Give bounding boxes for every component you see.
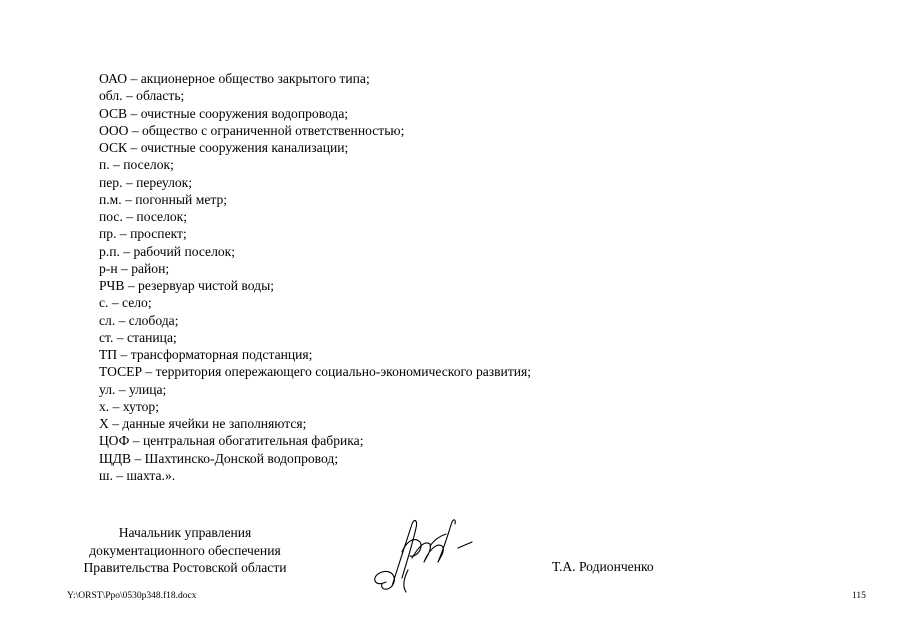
abbreviation-item: р-н – район; bbox=[99, 260, 170, 276]
abbreviation-item: ООО – общество с ограниченной ответственностью; bbox=[99, 122, 405, 138]
abbreviation-item: обл. – область; bbox=[99, 88, 185, 104]
page-number: 115 bbox=[852, 591, 866, 601]
handwritten-signature bbox=[368, 512, 478, 594]
signer-position bbox=[40, 524, 330, 577]
abbreviation-item: ТОСЕР – территория опережающего социально-экономического развития; bbox=[99, 364, 532, 380]
abbreviation-item: сл. – слобода; bbox=[99, 312, 179, 328]
abbreviation-item: ЦОФ – центральная обогатительная фабрика; bbox=[99, 433, 364, 449]
abbreviation-item: ст. – станица; bbox=[99, 329, 177, 345]
signer-position-line: Начальник управления bbox=[118, 525, 252, 540]
abbreviation-item: п. – поселок; bbox=[99, 157, 174, 173]
abbreviation-item: р.п. – рабочий поселок; bbox=[99, 243, 236, 259]
abbreviation-item: ТП – трансформаторная подстанция; bbox=[99, 347, 313, 362]
abbreviation-item: Х – данные ячейки не заполняются; bbox=[99, 416, 307, 431]
abbreviation-item: ОАО – акционерное общество закрытого типа; bbox=[99, 71, 370, 86]
abbreviation-item: ЩДВ – Шахтинско-Донской водопровод; bbox=[99, 450, 339, 466]
abbreviation-item: ОСК – очистные сооружения канализации; bbox=[99, 140, 349, 155]
abbreviation-item: п.м. – погонный метр; bbox=[99, 191, 228, 207]
abbreviation-item: пос. – поселок; bbox=[99, 209, 188, 224]
abbreviation-item: пер. – переулок; bbox=[99, 174, 193, 190]
abbreviation-item: ул. – улица; bbox=[99, 381, 167, 397]
abbreviation-item: пр. – проспект; bbox=[99, 226, 187, 242]
abbreviation-item: ОСВ – очистные сооружения водопровода; bbox=[99, 105, 349, 121]
abbreviation-item: ш. – шахта.». bbox=[99, 467, 176, 483]
file-path: Y:\ORST\Ppo\0530p348.f18.docx bbox=[67, 591, 197, 601]
signer-name: Т.А. Родионченко bbox=[552, 559, 654, 574]
abbreviation-item: х. – хутор; bbox=[99, 398, 159, 414]
abbreviation-item: РЧВ – резервуар чистой воды; bbox=[99, 278, 274, 293]
signer-position-line: документационного обеспечения bbox=[89, 542, 281, 558]
signer-position-line: Правительства Ростовской области bbox=[83, 560, 287, 575]
abbreviation-list bbox=[99, 70, 531, 484]
abbreviation-item: с. – село; bbox=[99, 295, 152, 311]
